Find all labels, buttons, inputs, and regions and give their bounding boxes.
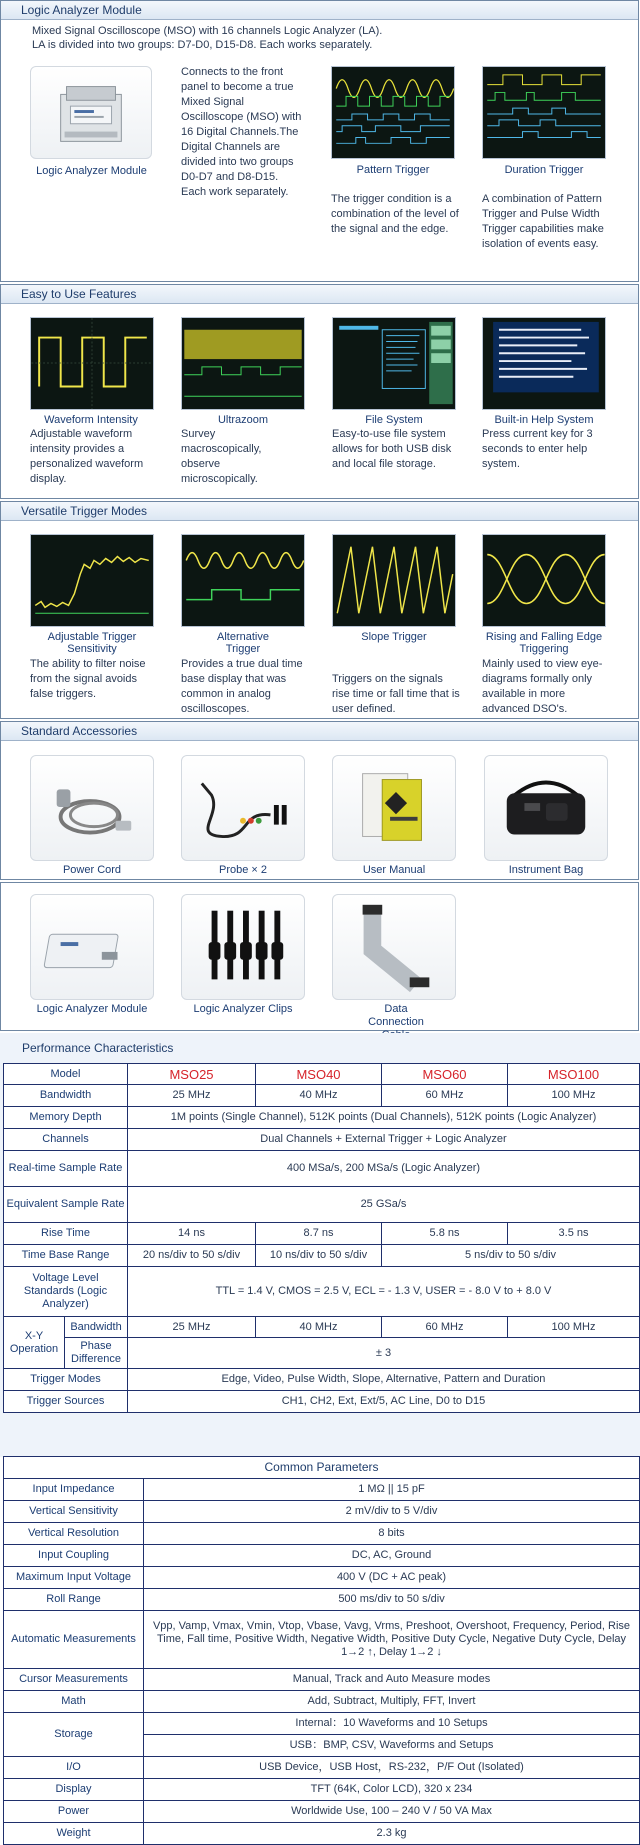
data-connection-cable-caption: Data Connection [368, 1003, 424, 1028]
slope-trigger-screenshot [332, 534, 456, 627]
row-value: 2.3 kg [144, 1823, 640, 1845]
table-row [4, 1338, 640, 1369]
model-header: MSO60 [382, 1064, 508, 1085]
row-value: TFT (64K, Color LCD), 320 x 234 [144, 1779, 640, 1801]
table-row [4, 1085, 640, 1107]
row-value: 500 ms/div to 50 s/div [144, 1589, 640, 1611]
probe-image [181, 755, 305, 861]
probe-caption: Probe × 2 [218, 864, 267, 876]
common-parameters-table [3, 1456, 640, 1845]
bandwidth-value: 25 MHz [128, 1085, 256, 1107]
storage-label: Storage [4, 1713, 144, 1757]
voltage-level-value: TTL = 1.4 V, CMOS = 2.5 V, ECL = - 1.3 V, USER = - 8.0 V to + 8.0 V [128, 1267, 640, 1317]
table-row [4, 1691, 640, 1713]
phase-difference-label: Phase Difference [65, 1338, 128, 1369]
row-label: Input Coupling [4, 1545, 144, 1567]
file-system-caption: File System [365, 414, 423, 426]
table-row [4, 1223, 640, 1245]
ultrazoom-description: Survey macroscopically, observe microscopically. [181, 428, 262, 485]
logic-analyzer-module-image [30, 66, 152, 159]
waveform-intensity-caption: Waveform Intensity [44, 414, 138, 426]
xy-operation-label: X-Y Operation [4, 1317, 65, 1369]
table-row [4, 1567, 640, 1589]
bandwidth-value: 60 MHz [382, 1085, 508, 1107]
equivalent-sample-rate-label: Equivalent Sample Rate [4, 1187, 128, 1223]
row-label: Vertical Sensitivity [4, 1501, 144, 1523]
table-row [4, 1391, 640, 1413]
table-row [4, 1245, 640, 1267]
model-label: Model [4, 1064, 128, 1085]
logic-analyzer-module-accessory-caption: Logic Analyzer Module [36, 1003, 148, 1015]
common-parameters-title: Common Parameters [4, 1457, 640, 1479]
trigger-sensitivity-description: The ability to filter noise from the signal avoids false triggers. [30, 658, 146, 700]
table-row [4, 1457, 640, 1479]
row-value: 2 mV/div to 5 V/div [144, 1501, 640, 1523]
slope-trigger-caption: Slope Trigger [361, 631, 427, 643]
power-cord-caption: Power Cord [62, 864, 122, 876]
table-row [4, 1589, 640, 1611]
rise-time-value: 14 ns [128, 1223, 256, 1245]
row-value: Vpp, Vamp, Vmax, Vmin, Vtop, Vbase, Vavg, Vrms, Preshoot, Overshoot, Frequency, Period, Rise Time, Fall time, Positive Width, Negative Width, Positive Duty Cycle, Negative Duty Cycle, Delay 1→2 ↑, Delay 1→2 ↓ [144, 1611, 640, 1669]
table-row [4, 1823, 640, 1845]
module-caption: Logic Analyzer Module [36, 165, 147, 177]
row-value: Add, Subtract, Multiply, FFT, Invert [144, 1691, 640, 1713]
pattern-trigger-caption: Pattern Trigger [356, 164, 430, 176]
logic-analyzer-clips-image [181, 894, 305, 1000]
intro-text [1, 20, 638, 52]
slope-trigger-description: Triggers on the signals rise time or fall time that is user defined. [332, 673, 460, 715]
storage-internal-value: Internal：10 Waveforms and 10 Setups [144, 1713, 640, 1735]
row-label: Cursor Measurements [4, 1669, 144, 1691]
table-row [4, 1801, 640, 1823]
xy-bandwidth-value: 25 MHz [128, 1317, 256, 1338]
table-row [4, 1479, 640, 1501]
bandwidth-value: 40 MHz [256, 1085, 382, 1107]
trigger-sensitivity-caption: Adjustable Trigger Sensitivity [47, 631, 137, 655]
performance-title: Performance Characteristics [22, 1041, 174, 1055]
row-label: Vertical Resolution [4, 1523, 144, 1545]
storage-usb-value: USB：BMP, CSV, Waveforms and Setups [144, 1735, 640, 1757]
row-label: Maximum Input Voltage [4, 1567, 144, 1589]
memory-depth-value: 1M points (Single Channel), 512K points (Dual Channels), 512K points (Logic Analyzer) [128, 1107, 640, 1129]
bandwidth-value: 100 MHz [508, 1085, 640, 1107]
help-system-screenshot [482, 317, 606, 410]
edge-triggering-caption: Rising and Falling Edge Triggering [485, 631, 603, 655]
channels-label: Channels [4, 1129, 128, 1151]
memory-depth-label: Memory Depth [4, 1107, 128, 1129]
help-system-caption: Built-in Help System [494, 414, 594, 426]
table-row [4, 1669, 640, 1691]
xy-bandwidth-value: 60 MHz [382, 1317, 508, 1338]
alternative-trigger-screenshot [181, 534, 305, 627]
row-label: Display [4, 1779, 144, 1801]
table-row [4, 1317, 640, 1338]
table-row [4, 1713, 640, 1735]
equivalent-sample-rate-value: 25 GSa/s [128, 1187, 640, 1223]
rise-time-value: 3.5 ns [508, 1223, 640, 1245]
model-header: MSO100 [508, 1064, 640, 1085]
waveform-intensity-description: Adjustable waveform intensity provides a personalized waveform display. [30, 428, 144, 485]
section-title: Standard Accessories [1, 722, 638, 741]
section-title: Easy to Use Features [1, 285, 638, 304]
logic-analyzer-module-accessory-image [30, 894, 154, 1000]
intro-line-2: LA is divided into two groups: D7-D0, D15-D8. Each works separately. [32, 39, 373, 51]
performance-table [3, 1063, 640, 1413]
table-row [4, 1611, 640, 1669]
phase-difference-value: ± 3 [128, 1338, 640, 1369]
time-base-range-value: 20 ns/div to 50 s/div [128, 1245, 256, 1267]
table-row [4, 1107, 640, 1129]
xy-bandwidth-label: Bandwidth [65, 1317, 128, 1338]
table-row [4, 1129, 640, 1151]
intro-line-1: Mixed Signal Oscilloscope (MSO) with 16 channels Logic Analyzer (LA). [32, 25, 383, 37]
xy-bandwidth-value: 40 MHz [256, 1317, 382, 1338]
logic-analyzer-clips-caption: Logic Analyzer Clips [193, 1003, 293, 1015]
bandwidth-label: Bandwidth [4, 1085, 128, 1107]
row-value: Manual, Track and Auto Measure modes [144, 1669, 640, 1691]
duration-trigger-screenshot [482, 66, 606, 159]
module-description: Connects to the front panel to become a true Mixed Signal Oscilloscope (MSO) with 16 Digital Channels.The Digital Channels are divided into two groups D0-D7 and D8-D15. Each work separately. [181, 66, 302, 198]
duration-trigger-description: A combination of Pattern Trigger and Pulse Width Trigger capabilities make isolation of events easy. [482, 193, 604, 250]
table-row [4, 1501, 640, 1523]
user-manual-caption: User Manual [362, 864, 426, 876]
file-system-screenshot [332, 317, 456, 410]
file-system-description: Easy-to-use file system allows for both USB disk and local file storage. [332, 428, 452, 470]
table-row [4, 1545, 640, 1567]
table-row [4, 1523, 640, 1545]
row-label: I/O [4, 1757, 144, 1779]
user-manual-image [332, 755, 456, 861]
trigger-sources-label: Trigger Sources [4, 1391, 128, 1413]
time-base-range-label: Time Base Range [4, 1245, 128, 1267]
row-label: Power [4, 1801, 144, 1823]
ultrazoom-caption: Ultrazoom [217, 414, 269, 426]
edge-triggering-description: Mainly used to view eye-diagrams formally only available in more advanced DSO's. [482, 658, 603, 715]
xy-bandwidth-value: 100 MHz [508, 1317, 640, 1338]
row-value: Worldwide Use, 100 – 240 V / 50 VA Max [144, 1801, 640, 1823]
voltage-level-label: Voltage Level Standards (Logic Analyzer) [4, 1267, 128, 1317]
row-value: USB Device，USB Host，RS-232，P/F Out (Isolated) [144, 1757, 640, 1779]
table-row [4, 1187, 640, 1223]
instrument-bag-caption: Instrument Bag [508, 864, 584, 876]
data-connection-cable-image [332, 894, 456, 1000]
help-system-description: Press current key for 3 seconds to enter help system. [482, 428, 593, 470]
model-header: MSO25 [128, 1064, 256, 1085]
table-row [4, 1267, 640, 1317]
row-label: Math [4, 1691, 144, 1713]
section-title: Logic Analyzer Module [1, 1, 638, 20]
section-title: Versatile Trigger Modes [1, 502, 638, 521]
row-label: Roll Range [4, 1589, 144, 1611]
time-base-range-value: 10 ns/div to 50 s/div [256, 1245, 382, 1267]
rise-time-value: 8.7 ns [256, 1223, 382, 1245]
time-base-range-value: 5 ns/div to 50 s/div [382, 1245, 640, 1267]
trigger-sensitivity-screenshot [30, 534, 154, 627]
table-row [4, 1757, 640, 1779]
alternative-trigger-description: Provides a true dual time base display that was common in analog oscilloscopes. [181, 658, 303, 715]
edge-triggering-screenshot [482, 534, 606, 627]
pattern-trigger-screenshot [331, 66, 455, 159]
row-value: 400 V (DC + AC peak) [144, 1567, 640, 1589]
realtime-sample-rate-label: Real-time Sample Rate [4, 1151, 128, 1187]
row-value: DC, AC, Ground [144, 1545, 640, 1567]
table-row [4, 1064, 640, 1085]
row-label: Automatic Measurements [4, 1611, 144, 1669]
table-row [4, 1779, 640, 1801]
instrument-bag-image [484, 755, 608, 861]
row-label: Weight [4, 1823, 144, 1845]
row-value: 1 MΩ || 15 pF [144, 1479, 640, 1501]
table-row [4, 1151, 640, 1187]
trigger-modes-label: Trigger Modes [4, 1369, 128, 1391]
row-value: 8 bits [144, 1523, 640, 1545]
alternative-trigger-caption: Alternative Trigger [217, 631, 269, 655]
trigger-sources-value: CH1, CH2, Ext, Ext/5, AC Line, D0 to D15 [128, 1391, 640, 1413]
rise-time-label: Rise Time [4, 1223, 128, 1245]
ultrazoom-screenshot [181, 317, 305, 410]
pattern-trigger-description: The trigger condition is a combination of the level of the signal and the edge. [331, 193, 459, 235]
duration-trigger-caption: Duration Trigger [504, 164, 584, 176]
row-label: Input Impedance [4, 1479, 144, 1501]
trigger-modes-value: Edge, Video, Pulse Width, Slope, Alternative, Pattern and Duration [128, 1369, 640, 1391]
channels-value: Dual Channels + External Trigger + Logic Analyzer [128, 1129, 640, 1151]
model-header: MSO40 [256, 1064, 382, 1085]
realtime-sample-rate-value: 400 MSa/s, 200 MSa/s (Logic Analyzer) [128, 1151, 640, 1187]
table-row [4, 1369, 640, 1391]
rise-time-value: 5.8 ns [382, 1223, 508, 1245]
waveform-intensity-screenshot [30, 317, 154, 410]
power-cord-image [30, 755, 154, 861]
